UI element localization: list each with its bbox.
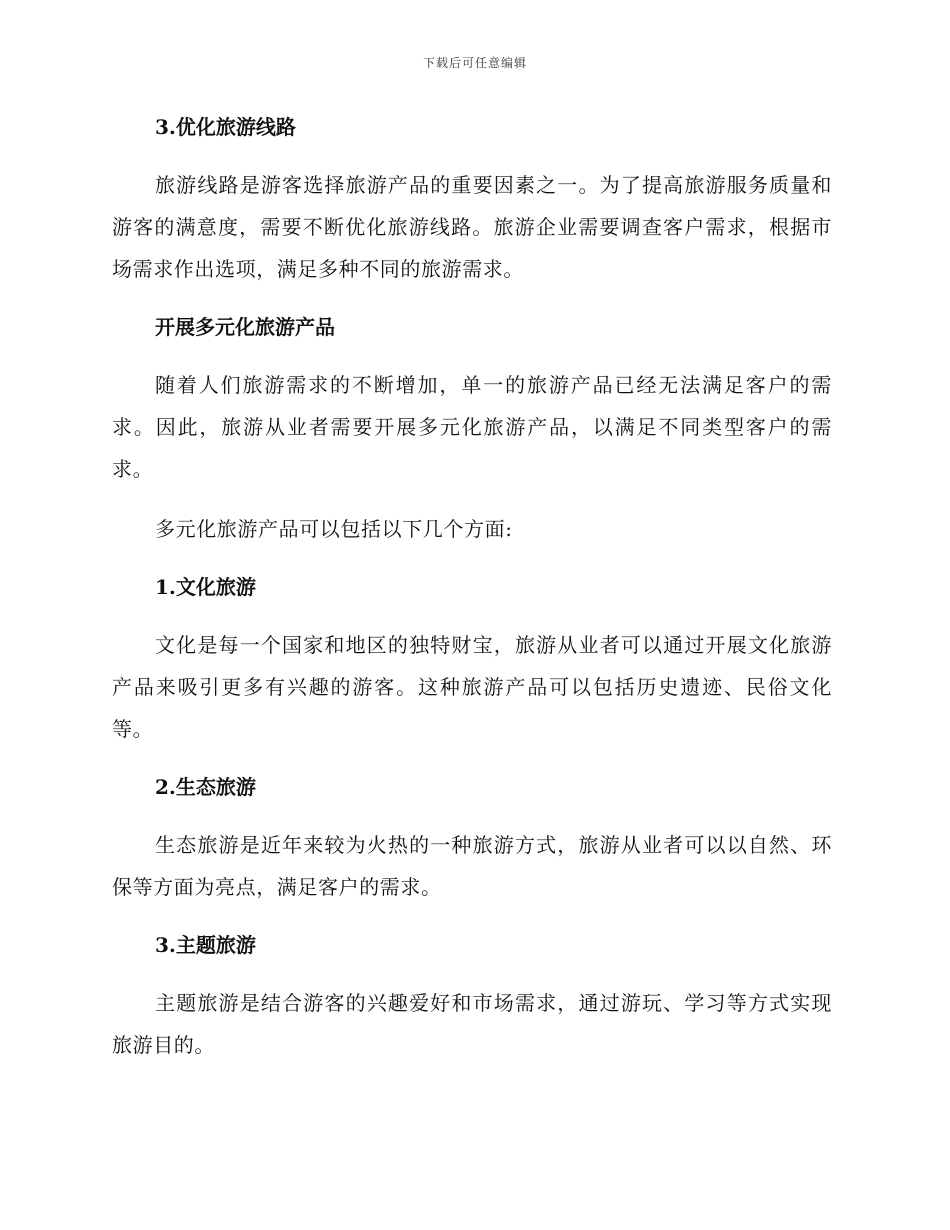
section-heading-optimize-routes: 3.优化旅游线路 — [155, 115, 296, 139]
paragraph-eco-tourism: 生态旅游是近年来较为火热的一种旅游方式，旅游从业者可以以自然、环保等方面为亮点，满足客户的需求。 — [112, 833, 832, 899]
section-heading-eco-tourism: 2.生态旅游 — [155, 775, 256, 799]
paragraph-theme-tourism: 主题旅游是结合游客的兴趣爱好和市场需求，通过游玩、学习等方式实现旅游目的。 — [112, 991, 832, 1057]
paragraph-diversified-products: 随着人们旅游需求的不断增加，单一的旅游产品已经无法满足客户的需求。因此，旅游从业者需要开展多元化旅游产品，以满足不同类型客户的需求。 — [112, 373, 832, 481]
section-heading-diversified-products: 开展多元化旅游产品 — [155, 315, 335, 339]
paragraph-cultural-tourism: 文化是每一个国家和地区的独特财宝，旅游从业者可以通过开展文化旅游产品来吸引更多有兴趣的游客。这种旅游产品可以包括历史遗迹、民俗文化等。 — [112, 633, 832, 741]
paragraph-optimize-routes: 旅游线路是游客选择旅游产品的重要因素之一。为了提高旅游服务质量和游客的满意度，需要不断优化旅游线路。旅游企业需要调查客户需求，根据市场需求作出选项，满足多种不同的旅游需求。 — [112, 173, 832, 281]
section-heading-cultural-tourism: 1.文化旅游 — [155, 575, 256, 599]
document-body — [112, 108, 832, 1084]
header-note: 下载后可任意编辑 — [422, 56, 527, 70]
section-heading-theme-tourism: 3.主题旅游 — [155, 933, 256, 957]
paragraph-diversified-intro: 多元化旅游产品可以包括以下几个方面: — [155, 517, 513, 541]
